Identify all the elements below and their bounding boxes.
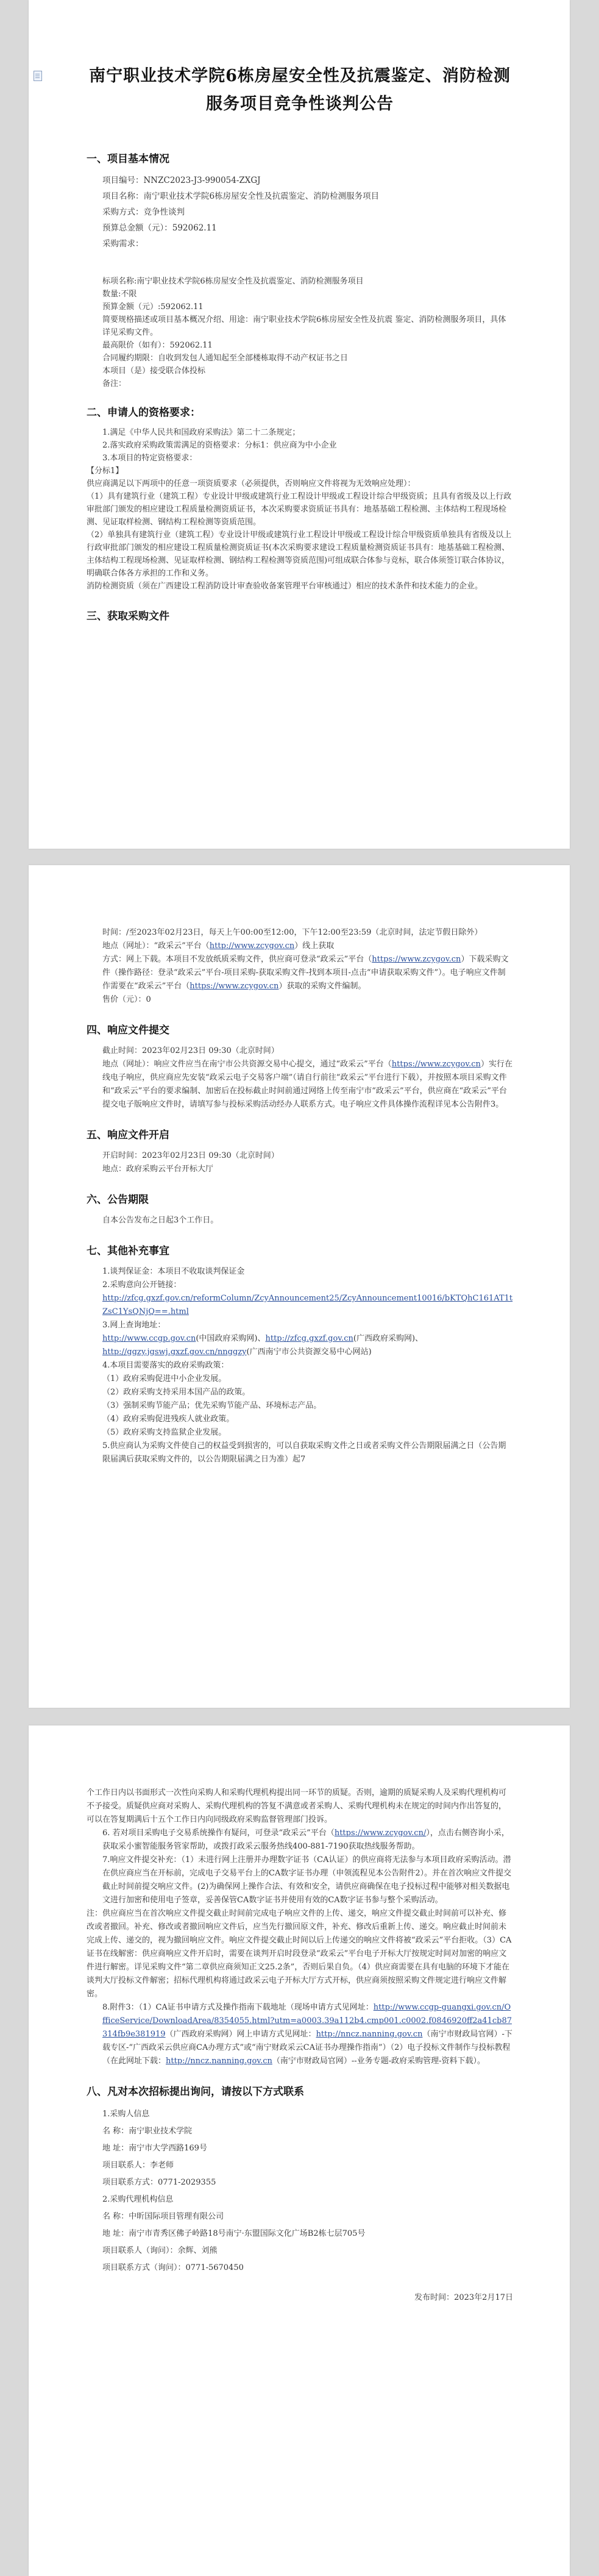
section-2-heading: 二、申请人的资格要求：: [87, 407, 200, 419]
text-paragraph: 消防检测资质（须在广西建设工程消防设计审查验收备案管理平台审核通过）相应的技术条件和技术能力的企业。: [87, 582, 483, 591]
text-line: 4.本项目需要落实的政府采购政策：: [102, 1361, 229, 1370]
section-7-heading: 七、其他补充事宜: [87, 1245, 169, 1257]
document-page-2: [29, 865, 570, 1708]
text-line: 预算总金额（元）：592062.11: [102, 223, 217, 233]
text-line: 简要规格描述或项目基本概况介绍、用途：南宁职业技术学院6栋房屋安全性及抗震 鉴定、消防检测服务项目，具体详见采购文件。: [102, 315, 506, 337]
gxzf-link[interactable]: http://zfcg.gxzf.gov.cn: [265, 1334, 353, 1343]
publish-date: 发布时间：2023年2月17日: [414, 2293, 513, 2302]
zcygov-link[interactable]: http://www.zcygov.cn: [209, 941, 295, 951]
text-line: 项目名称：南宁职业技术学院6栋房屋安全性及抗震鉴定、消防检测服务项目: [102, 191, 380, 201]
nncz-link[interactable]: http://nncz.nanning.gov.cn: [316, 2030, 423, 2039]
section-8-heading: 八、凡对本次招标提出询问，请按以下方式联系: [87, 2086, 304, 2098]
text-line: 项目编号：NNZC2023-J3-990054-ZXGJ: [102, 176, 261, 185]
text-line: 地点：政府采购云平台开标大厅: [102, 1165, 214, 1174]
section-3-heading: 三、获取采购文件: [87, 610, 169, 623]
nnggzy-link[interactable]: http://ggzy.jgswj.gxzf.gov.cn/nnggzy: [102, 1347, 247, 1357]
text-line: http://www.ccgp.gov.cn(中国政府采购网)、http://zfcg.gxzf.gov.cn(广西政府采购网)、http://ggzy.jgswj.gxzf.gov.cn/nnggzy(广西南宁市公共资源交易中心网站): [102, 1334, 424, 1357]
text-line: 数量:不限: [102, 290, 137, 299]
text-paragraph: 方式：网上下载。本项目不发放纸质采购文件，供应商可登录“政采云”平台（https://www.zcygov.cn）下载采购文件（操作路径：登录“政采云”平台-项目采购-获取采购文件-找到本项目-点击“申请获取采购文件”）。电子响应文件制作需要在“政采云”平台（https://www.zcygov.cn）获取的采购文件编制。: [102, 955, 509, 991]
text-line: （4）政府采购促进残疾人就业政策。: [102, 1415, 235, 1424]
document-icon: [34, 71, 42, 81]
text-line: 地 址：南宁市大学西路169号: [102, 2144, 207, 2153]
text-paragraph: 注：供应商应当在首次响应文件提交截止时间前完成电子响应文件的上传、递交，响应文件提交截止时间前可以补充、修改或者撤回。补充、修改或者撤回响应文件后，应当先行撤回原文件，补充、修改后重新上传、递交。响应截止时间前未完成上传、递交的，视为撤回响应文件。响应文件提交截止时间以后上传递交的响应文件将被“政采云”平台拒收。（3）CA证书在线解密：供应商响应文件开启时，需要在谈判开启时段登录“政采云”平台电子开标大厅按规定时间对加密的响应文件进行解密。详见采购文件“第二章供应商须知正文25.2条”，否则后果自负。（4）供应商需要在具有电脑的环境下才能在谈判大厅投标文件解密；招标代理机构将通过政采云电子开标大厅方式开标，供应商须按照采购文件规定进行响应文件解密。: [87, 1909, 512, 1999]
section-7-body: [87, 1265, 513, 1466]
zcygov-link[interactable]: https://www.zcygov.cn/: [334, 1829, 427, 1838]
text-line: （2）政府采购支持采用本国产品的政策。: [102, 1388, 250, 1397]
text-line: [102, 1292, 513, 1319]
text-line: 自本公告发布之日起3个工作日。: [102, 1216, 219, 1225]
text-line: 2.采购意向公开链接：: [102, 1280, 182, 1290]
section-4-heading: 四、响应文件提交: [87, 1024, 169, 1036]
text-paragraph: 供应商满足以下两项中的任意一项资质要求（必须提供，否则响应文件将视为无效响应处理）：: [87, 479, 416, 488]
ca-download-link[interactable]: http://www.ccgp-guangxi.gov.cn/OfficeService/DownloadArea/8354055.html?utm=a0003.39a112b4.cmp001.c0002.f0846920ff2a41cb87314fb9e381919: [102, 2003, 512, 2039]
text-line: 最高限价（如有）：592062.11: [102, 341, 213, 350]
section-2-requirements: [87, 465, 513, 593]
page-title: 南宁职业技术学院6栋房屋安全性及抗震鉴定、消防检测服务项目竞争性谈判公告: [89, 66, 511, 113]
section-6-heading: 六、公告期限: [87, 1194, 149, 1206]
text-line: 2.落实政府采购政策需满足的资格要求：分标1：供应商为中小企业: [102, 441, 337, 450]
section-1-body: [87, 173, 513, 252]
text-paragraph: （2）单独具有建筑行业（建筑工程）专业设计甲级或建筑行业工程设计甲级或工程设计综合甲级资质单独具有省级及以上行政审批部门颁发的相应建设工程质量检测资质证书(本次采购要求建设工程质量检测资质证书具有：地基基础工程检测、主体结构工程现场检测、见证取样检测、钢结构工程检测等资质范围)可组成联合体参与竞标，联合体须签订联合体协议，明确联合体各方承担的工作和义务。: [87, 530, 512, 578]
nncz-link[interactable]: http://nncz.nanning.gov.cn: [166, 2057, 272, 2066]
text-line: （3）强制采购节能产品；优先采购节能产品、环境标志产品。: [102, 1401, 322, 1410]
text-line: 3.网上查询地址：: [102, 1321, 166, 1330]
text-paragraph: 个工作日内以书面形式一次性向采购人和采购代理机构提出同一环节的质疑。否则，逾期的质疑采购人及采购代理机构可不予接受。质疑供应商对采购人、采购代理机构的答复不满意或者采购人、采购代理机构未在规定的时间内作出答复的，可以在答复期满后十五个工作日内向同级政府采购监督管理部门投诉。: [87, 1788, 507, 1824]
text-line: 开启时间：2023年02月23日 09:30（北京时间）: [102, 1151, 279, 1160]
section-1-detail: [87, 275, 513, 390]
section-5-heading: 五、响应文件开启: [87, 1129, 169, 1141]
text-line: 3.本项目的特定资格要求：: [102, 454, 197, 463]
ccgp-link[interactable]: http://www.ccgp.gov.cn: [102, 1334, 196, 1343]
zcygov-link[interactable]: https://www.zcygov.cn: [391, 1060, 481, 1069]
text-line: 1.谈判保证金：本项目不收取谈判保证金: [102, 1267, 245, 1276]
text-line: 时间：/至2023年02月23日，每天上午00:00至12:00，下午12:00至23:59（北京时间，法定节假日除外）: [102, 928, 483, 937]
text-line: 截止时间：2023年02月23日 09:30（北京时间）: [102, 1046, 279, 1055]
text-line: 名 称：中昕国际项目管理有限公司: [102, 2212, 224, 2221]
intent-link[interactable]: http://zfcg.gxzf.gov.cn/reformColumn/ZcyAnnouncement25/ZcyAnnouncement10016/bKTQhC161AT1tZsC1YsQNjQ==.html: [102, 1294, 513, 1316]
text-line: 名 称：南宁职业技术学院: [102, 2127, 193, 2136]
text-line: 预算金额（元）:592062.11: [102, 302, 204, 312]
text-line: 项目联系人（询问）：余辉、刘熊: [102, 2246, 218, 2255]
section-1-heading: 一、项目基本情况: [87, 153, 169, 165]
text-paragraph: 地点（网址）：响应文件应当在南宁市公共资源交易中心提交，通过“政采云”平台（https://www.zcygov.cn）实行在线电子响应，供应商应先安装“政采云电子交易客户端”（请自行前往“政采云”平台进行下载），并按照本项目采购文件和“政采云”平台的要求编制、加密后在投标截止时间前通过网络上传至南宁市“政采云”平台，供应商在“政采云”平台提交电子版响应文件时，请填写参与投标采购活动经办人联系方式。电子响应文件具体操作流程详见本公告附件3。: [102, 1060, 512, 1109]
text-line: 合同履约期限：自收到发包人通知起至全部楼栋取得不动产权证书之日: [102, 354, 349, 363]
text-line: 1.采购人信息: [102, 2110, 150, 2119]
text-paragraph: 7.响应文件提交补充：（1）未进行网上注册并办理数字证书（CA认证）的供应商将无法参与本项目政府采购活动。潜在供应商应当在开标前，完成电子交易平台上的CA数字证书办理（申领流程见本公告附件2）。并在首次响应文件提交截止时间前提交响应文件。(2)为确保网上操作合法、有效和安全，请供应商确保在电子投标过程中能够对相关数据电文进行加密和使用电子签章，妥善保管CA数字证书并使用有效的CA数字证书参与整个采购活动。: [102, 1855, 512, 1905]
text-line: 地 址：南宁市青秀区佛子岭路18号南宁·东盟国际文化广场B2栋七层705号: [102, 2229, 366, 2238]
text-paragraph: 5.供应商认为采购文件使自己的权益受到损害的，可以自获取采购文件之日或者采购文件公告期限届满之日（公告期限届满后获取采购文件的，以公告期限届满之日为准）起7: [102, 1441, 506, 1464]
text-line: 项目联系方式：0771-2029355: [102, 2178, 216, 2187]
text-line: 地点（网址）：“政采云”平台（http://www.zcygov.cn）线上获取: [102, 941, 335, 951]
text-line: 项目联系人：李老师: [102, 2161, 174, 2170]
text-line: 标项名称:南宁职业技术学院6栋房屋安全性及抗震鉴定、消防检测服务项目: [102, 277, 364, 286]
text-line: （1）政府采购促进中小企业发展。: [102, 1374, 227, 1383]
section-2-body: [87, 426, 513, 465]
text-line: （5）政府采购支持监狱企业发展。: [102, 1428, 227, 1437]
text-line: 售价（元）：0: [102, 995, 151, 1004]
text-line: 项目联系方式（询问）：0771-5670450: [102, 2263, 244, 2272]
text-line: 采购方式：竞争性谈判: [102, 207, 185, 217]
section-8-body: [87, 2106, 513, 2277]
text-paragraph: 6. 若对项目采购电子交易系统操作有疑问，可登录“政采云”平台（https://www.zcygov.cn/），点击右侧咨询小采，获取采小蜜智能服务管家帮助，或拨打政采云服务热线400-881-7190获取热线服务帮助。: [102, 1829, 509, 1851]
text-line: 1.满足《中华人民共和国政府采购法》第二十二条规定；: [102, 428, 300, 437]
document-page-1: [29, 0, 570, 849]
document-page-3: [29, 1725, 570, 2576]
zcygov-link[interactable]: https://www.zcygov.cn: [372, 955, 461, 964]
text-paragraph: 8.附件3：（1）CA证书申请方式及操作指南下载地址（现场申请方式见网址：http://www.ccgp-guangxi.gov.cn/OfficeService/DownloadArea/8354055.html?utm=a0003.39a112b4.cmp001.c0002.f0846920ff2a41cb87314fb9e381919（广西政府采购网）网上申请方式见网址：http://nncz.nanning.gov.cn（南宁市财政局官网）-下载专区-“广西政采云供应商CA办理方式”或“南宁财政采云CA证书办理操作指南”）（2）电子投标文件制作与投标教程（在此网址下载：http://nncz.nanning.gov.cn（南宁市财政局官网）--业务专题-政府采购管理-资料下载）。: [102, 2003, 512, 2066]
text-line: 采购需求：: [102, 239, 144, 249]
text-line: 2.采购代理机构信息: [102, 2195, 174, 2204]
text-line: 本项目（是）接受联合体投标: [102, 366, 206, 376]
zcygov-link[interactable]: https://www.zcygov.cn: [190, 982, 279, 991]
text-line: 备注：: [102, 379, 127, 388]
text-paragraph: （1）具有建筑行业（建筑工程）专业设计甲级或建筑行业工程设计甲级或工程设计综合甲级资质；且具有省级及以上行政审批部门颁发的相应建设工程质量检测资质证书，本次采购要求资质证书具有：地基基础工程检测、主体结构工程现场检测、见证取样检测、钢结构工程检测等资质范围。: [87, 492, 512, 527]
text-line: 【分标1】: [87, 466, 124, 476]
